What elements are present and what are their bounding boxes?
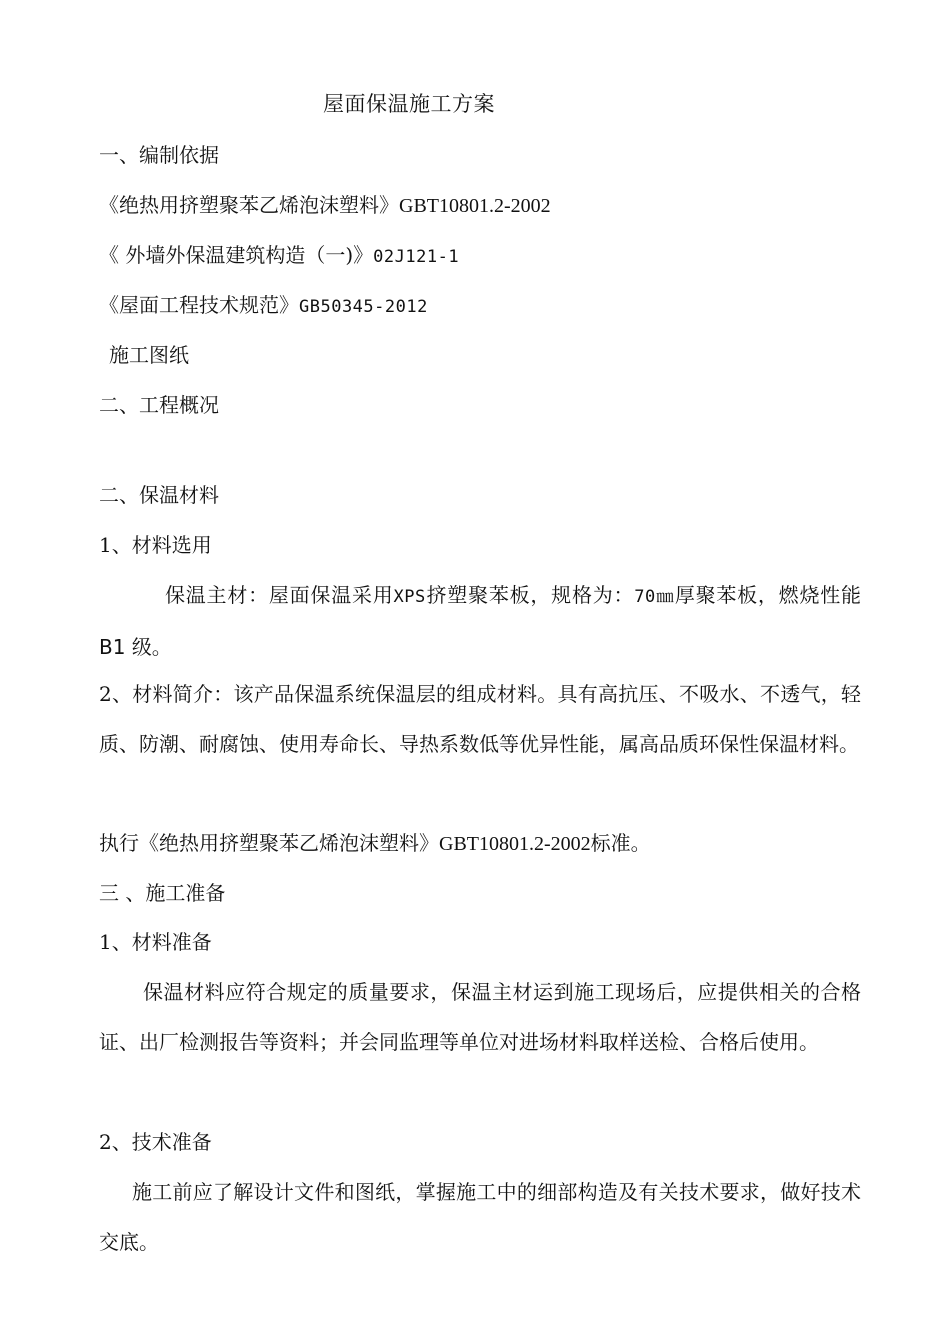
section-heading-basis: 一、编制依据 [99, 143, 219, 167]
standard-line [99, 831, 651, 856]
reference-code: GB50345-2012 [299, 297, 428, 317]
subheading-technical-prep: 2、技术准备 [99, 1130, 212, 1154]
subheading-material-selection: 1、材料选用 [99, 533, 212, 557]
standard-code: GBT10801.2-2002 [439, 833, 591, 855]
reference-line-2 [99, 243, 459, 269]
paragraph-text: 挤塑聚苯板，规格为： [425, 583, 635, 607]
section-heading-overview: 二、工程概况 [99, 393, 219, 417]
section-heading-materials: 二、保温材料 [99, 483, 219, 507]
reference-line-3 [99, 293, 428, 319]
paragraph-material-prep: 保温材料应符合规定的质量要求，保温主材运到施工现场后，应提供相关的合格证、出厂检测报告等资料；并会同监理等单位对进场材料取样送检、合格后使用。 [99, 980, 861, 1054]
standard-text: 执行《绝热用挤塑聚苯乙烯泡沫塑料》 [99, 831, 439, 855]
reference-code: 02J121-1 [373, 247, 460, 267]
paragraph-technical-prep: 施工前应了解设计文件和图纸，掌握施工中的细部构造及有关技术要求，做好技术交底。 [99, 1180, 861, 1254]
paragraph-text: 级。 [131, 634, 172, 659]
subheading-material-prep: 1、材料准备 [99, 930, 212, 954]
reference-line-4: 施工图纸 [109, 343, 189, 367]
fire-rating-grade: B1 [99, 634, 126, 659]
reference-line-1 [99, 193, 551, 218]
reference-code: GBT10801.2-2002 [399, 195, 551, 217]
reference-title: 《绝热用挤塑聚苯乙烯泡沫塑料》 [99, 193, 399, 217]
paragraph-text: 保温主材：屋面保温采用 [165, 583, 394, 607]
standard-text: 标准。 [590, 831, 651, 855]
reference-title: 《 外墙外保温建筑构造（一)》 [99, 243, 374, 267]
thickness-value: 70㎜ [634, 587, 675, 607]
document-title: 屋面保温施工方案 [323, 92, 495, 116]
paragraph-text: 厚聚苯板，燃烧性能 [674, 583, 862, 607]
reference-title: 《屋面工程技术规范》 [99, 293, 299, 317]
paragraph-material-intro: 2、材料简介：该产品保温系统保温层的组成材料。具有高抗压、不吸水、不透气，轻质、防潮、耐腐蚀、使用寿命长、导热系数低等优异性能，属高品质环保性保温材料。 [99, 682, 861, 756]
product-code: XPS [393, 587, 426, 607]
paragraph-main-material [99, 571, 861, 672]
section-heading-preparation: 三 、施工准备 [99, 881, 226, 905]
